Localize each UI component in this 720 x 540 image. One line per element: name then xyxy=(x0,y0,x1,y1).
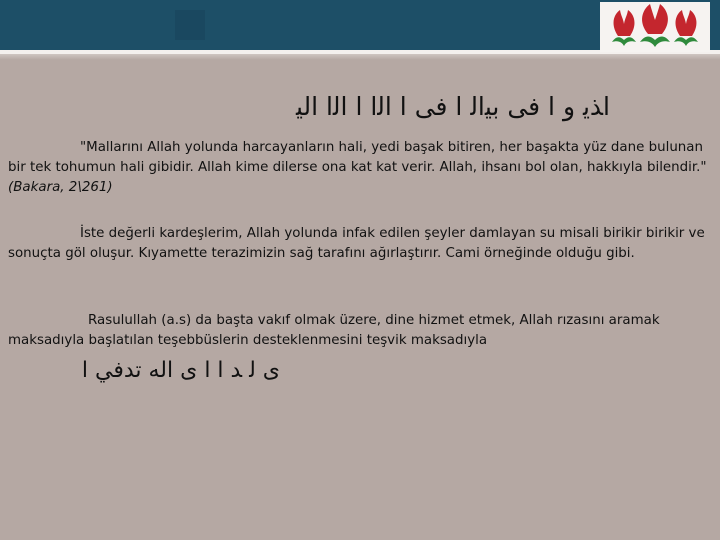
translation-text: "Mallarını Allah yolunda harcayanların hali, yedi başak bitiren, her başakta yüz dane bulunan bir tek tohumun hali gibidir. Allah kime dilerse ona kat kat verir. Allah, ihsanı bol olan, hakkıyla bilendir." xyxy=(8,140,707,175)
verse-reference: (Bakara, 2\261) xyxy=(8,180,113,195)
hadith-intro-paragraph xyxy=(8,311,708,351)
arabic-verse: اﺬﻳ ﻭ ﺍ ﻓﻰ ﺑﻴﺍﻟ ﺍ ﻓﻰ ﺍ ﺍﻟﺍ ﺍ ﺍﻟﺍ ﺍﻟﻴ xyxy=(295,92,610,121)
verse-translation xyxy=(8,138,708,198)
header-accent xyxy=(175,10,205,40)
tulip-ornament-icon xyxy=(600,2,710,52)
arabic-footer-text: ﻯ ﻟ ﺪ ﺍ ﺍ ﻯ ﺍﻟﻪ ﺗﺪﻓﻲ ﺍ xyxy=(81,358,280,383)
hadith-intro-text: Rasulullah (a.s) da başta vakıf olmak üzere, dine hizmet etmek, Allah rızasını aramak maksadıyla başlatılan teşebbüslerin desteklenmesini teşvik maksadıyla xyxy=(8,313,660,348)
explanation-paragraph xyxy=(8,224,708,264)
header-shadow xyxy=(0,54,720,60)
explanation-text: İste değerli kardeşlerim, Allah yolunda infak edilen şeyler damlayan su misali birikir birikir ve sonuçta göl oluşur. Kıyamette terazimizin sağ tarafını ağırlaştırır. Cami örneğinde olduğu gibi. xyxy=(8,226,705,261)
